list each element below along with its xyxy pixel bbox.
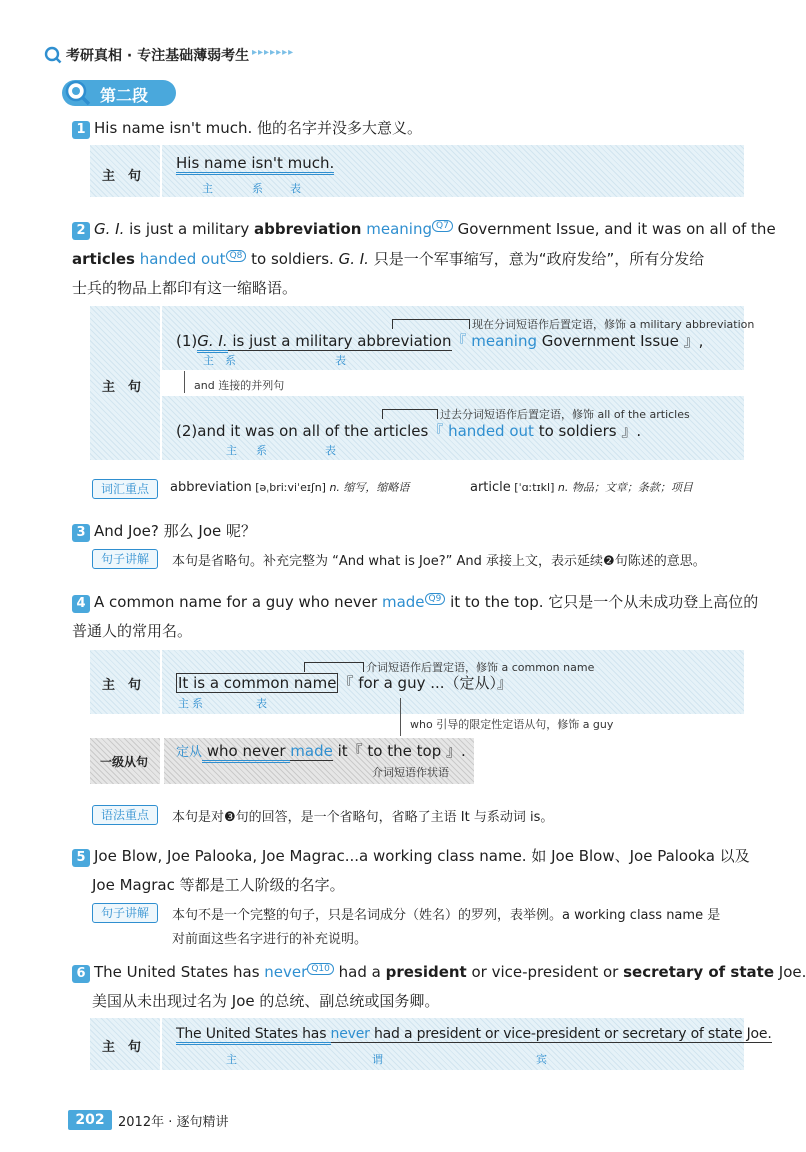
sentence-2-line-2: articles handed out Q8 to soldiers. G. I. 只是一个军事缩写，意为“政府发给”，所有分发给 [72,250,705,268]
footer-text: 2012年 · 逐句精讲 [118,1115,229,1130]
sentence-4-line-1: 4 A common name for a guy who never made Q9 it to the top. 它只是一个从未成功登上高位的 [72,591,758,613]
explain-text-2: 对前面这些名字进行的补充说明。 [172,932,368,947]
vocab-tag: 词汇重点 [92,479,158,499]
role-subject: 主 [226,444,237,457]
role-link: 系 [252,182,263,195]
analysis-sentence [160,145,162,197]
section-search-icon [64,79,92,107]
clause-label: 主 句 [102,380,142,395]
section-title: 第二段 [100,86,149,105]
sentence-5-line-1: 5 Joe Blow, Joe Palooka, Joe Magrac...a working class name. 如 Joe Blow、Joe Palooka 以及 [72,845,750,867]
clause-1: (1)G. I. is just a military abbreviation『 meaning Government Issue 』, [176,330,703,351]
role-subject: 主 [226,1053,237,1066]
role-link: 系 [256,444,267,457]
question-badge: Q8 [226,250,247,262]
box-divider [160,650,162,714]
sentence-2-line-1: 2 G. I. is just a military abbreviation meaning Q7 Government Issue, and it was on all of the [72,218,776,240]
connector-line [400,698,401,736]
sentence-6-line-2: 美国从未出现过名为 Joe 的总统、副总统或国务卿。 [92,992,440,1010]
note-annotation: 现在分词短语作后置定语，修饰 a military abbreviation [472,318,755,331]
role-predicative: 表 [325,444,336,457]
explain-tag: 句子讲解 [92,903,158,923]
connector-note: who 引导的限定性定语从句，修饰 a guy [410,718,614,731]
and-note: and 连接的并列句 [194,379,285,392]
header-arrows: ▸▸▸▸▸▸▸ [252,47,295,58]
role-subject: 主 [203,354,214,367]
note-bracket [304,662,364,672]
note-bracket [392,319,470,329]
sentence-number: 4 [72,595,90,613]
sentence-en: His name isn't much. [94,119,253,137]
subclause-label: 一级从句 [100,755,149,769]
role-predicate: 谓 [372,1053,383,1066]
sentence-number: 2 [72,222,90,240]
sentence-zh: 他的名字并没多大意义。 [257,119,423,137]
header-title: 考研真相 · 专注基础薄弱考生 [66,48,250,64]
note-annotation: 过去分词短语作后置定语，修饰 all of the articles [440,408,690,421]
sentence-number: 1 [72,121,90,139]
role-object: 宾 [536,1053,547,1066]
grammar-tag: 语法重点 [92,805,158,825]
and-bracket [184,371,185,393]
question-badge: Q10 [307,963,334,975]
clause-label: 主 句 [102,169,142,184]
analysis-text: His name isn't much. [176,154,334,172]
clause-label: 主 句 [102,678,142,693]
page-number: 202 [68,1110,112,1130]
explain-tag: 句子讲解 [92,549,158,569]
role-predicative: 表 [335,354,346,367]
explain-text-1: 本句不是一个完整的句子，只是名词成分（姓名）的罗列，表举例。a working class name 是 [172,908,721,923]
main-clause: It is a common name 『 for a guy ...（定从）』 [178,674,513,692]
role-link: 系 [192,697,203,710]
vocab-line-2: article [ˈɑːtɪkl] n. 物品；文章；条款；项目 [470,480,693,495]
role-subject: 主 [202,182,213,195]
sentence-5-line-2: Joe Magrac 等都是工人阶级的名字。 [92,876,345,894]
note-bracket [382,409,438,419]
note-annotation: 介词短语作后置定语，修饰 a common name [366,661,595,674]
adverbial-note: 介词短语作状语 [372,766,449,779]
clause-2: (2)and it was on all of the articles『 handed out to soldiers 』. [176,422,642,440]
role-predicative: 表 [256,697,267,710]
sentence-number: 3 [72,524,90,542]
role-link: 系 [225,354,236,367]
clause-label: 主 句 [102,1040,142,1055]
sentence-1 [72,117,422,139]
grammar-text: 本句是对❸句的回答，是一个省略句，省略了主语 It 与系动词 is。 [172,810,554,825]
sentence-2-line-3: 士兵的物品上都印有这一缩略语。 [72,279,298,297]
role-subject: 主 [178,697,189,710]
analysis-text: The United States has never had a president or vice-president or secretary of state Joe. [176,1026,772,1042]
explain-text: 本句是省略句。补充完整为 “And what is Joe?” And 承接上文，表示延续❷句陈述的意思。 [172,554,706,569]
sentence-6-line-1: 6 The United States has never Q10 had a president or vice-president or secretary of state Joe. [72,961,806,983]
sentence-4-line-2: 普通人的常用名。 [72,622,193,640]
subclause-text: 定从 who never made it『 to the top 』. [176,740,466,761]
question-badge: Q7 [432,220,453,232]
header-search-icon [44,46,62,64]
box-divider [160,1018,162,1070]
vocab-line: abbreviation [əˌbriːviˈeɪʃn] n. 缩写，缩略语 [170,480,410,495]
sentence-3: 3 And Joe? 那么 Joe 呢？ [72,520,256,542]
sentence-number: 6 [72,965,90,983]
role-predicative: 表 [290,182,301,195]
question-badge: Q9 [425,593,446,605]
sentence-number: 5 [72,849,90,867]
